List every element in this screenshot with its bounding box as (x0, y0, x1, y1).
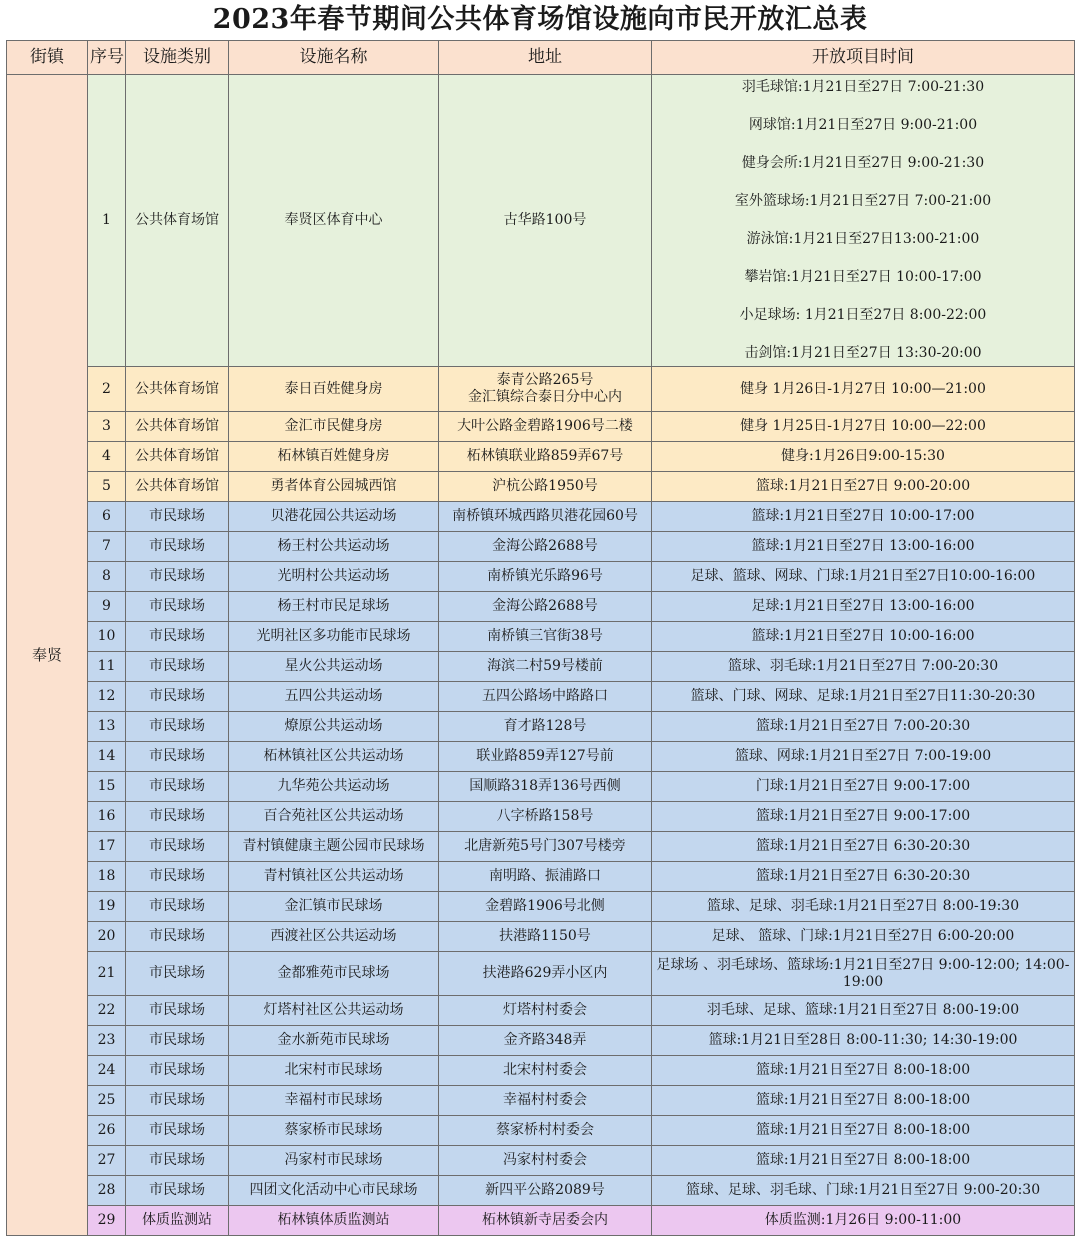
category-cell: 市民球场 (126, 682, 229, 712)
row-number-cell: 20 (88, 922, 126, 952)
address-cell: 新四平公路2089号 (439, 1176, 652, 1206)
row-number-cell: 15 (88, 772, 126, 802)
facility-name-cell: 燎原公共运动场 (229, 712, 439, 742)
facility-name-cell: 北宋村市民球场 (229, 1056, 439, 1086)
table-row (7, 1026, 1075, 1056)
facility-name-cell: 冯家村市民球场 (229, 1146, 439, 1176)
header-cell: 序号 (88, 41, 126, 75)
category-cell: 公共体育场馆 (126, 442, 229, 472)
opening-hours-line: 网球馆:1月21日至27日 9:00-21:00 (748, 117, 978, 133)
row-number-cell: 10 (88, 622, 126, 652)
opening-hours-line: 篮球:1月21日至27日 8:00-18:00 (755, 1062, 971, 1078)
opening-hours-cell (652, 862, 1075, 892)
header-cell: 设施类别 (126, 41, 229, 75)
facility-name-cell: 柘林镇体质监测站 (229, 1206, 439, 1236)
opening-hours-line: 篮球:1月21日至27日 8:00-18:00 (755, 1092, 971, 1108)
facility-name-cell: 幸福村市民球场 (229, 1086, 439, 1116)
facility-name-cell: 泰日百姓健身房 (229, 367, 439, 412)
header-cell: 开放项目时间 (652, 41, 1075, 75)
opening-hours-line: 篮球、门球、网球、足球:1月21日至27日11:30-20:30 (690, 688, 1036, 704)
facility-name-cell: 奉贤区体育中心 (229, 75, 439, 367)
row-number-cell: 6 (88, 502, 126, 532)
opening-hours-cell (652, 562, 1075, 592)
table-row (7, 952, 1075, 996)
opening-hours-cell (652, 622, 1075, 652)
opening-hours-line: 篮球:1月21日至27日 6:30-20:30 (755, 868, 971, 884)
opening-hours-cell (652, 922, 1075, 952)
row-number-cell: 5 (88, 472, 126, 502)
opening-hours-cell (652, 682, 1075, 712)
category-cell: 市民球场 (126, 802, 229, 832)
category-cell: 市民球场 (126, 772, 229, 802)
table-row (7, 892, 1075, 922)
table-row (7, 1176, 1075, 1206)
category-cell: 市民球场 (126, 562, 229, 592)
address-cell: 国顺路318弄136号西侧 (439, 772, 652, 802)
address-cell: 古华路100号 (439, 75, 652, 367)
opening-hours-line: 篮球:1月21日至28日 8:00-11:30; 14:30-19:00 (708, 1032, 1018, 1048)
opening-hours-cell (652, 472, 1075, 502)
address-cell: 灯塔村村委会 (439, 996, 652, 1026)
address-line: 金汇镇综合泰日分中心内 (468, 389, 622, 405)
opening-hours-cell (652, 592, 1075, 622)
table-row (7, 622, 1075, 652)
category-cell: 市民球场 (126, 742, 229, 772)
address-cell: 金碧路1906号北侧 (439, 892, 652, 922)
row-number-cell: 23 (88, 1026, 126, 1056)
row-number-cell: 19 (88, 892, 126, 922)
opening-hours-line: 足球、篮球、网球、门球:1月21日至27日10:00-16:00 (690, 568, 1036, 584)
facility-name-cell: 杨王村公共运动场 (229, 532, 439, 562)
address-cell: 沪杭公路1950号 (439, 472, 652, 502)
table-row (7, 742, 1075, 772)
row-number-cell: 9 (88, 592, 126, 622)
opening-hours-cell (652, 1146, 1075, 1176)
row-number-cell: 2 (88, 367, 126, 412)
opening-hours-cell (652, 712, 1075, 742)
table-row (7, 862, 1075, 892)
address-cell: 扶港路629弄小区内 (439, 952, 652, 996)
header-cell: 街镇 (7, 41, 88, 75)
facility-name-cell: 贝港花园公共运动场 (229, 502, 439, 532)
opening-hours-line: 篮球:1月21日至27日 9:00-17:00 (755, 808, 971, 824)
row-number-cell: 25 (88, 1086, 126, 1116)
page-title: 2023年春节期间公共体育场馆设施向市民开放汇总表 (212, 4, 868, 35)
facility-name-cell: 百合苑社区公共运动场 (229, 802, 439, 832)
facility-name-cell: 金汇市民健身房 (229, 412, 439, 442)
facility-table (6, 40, 1075, 1236)
opening-hours-line: 击剑馆:1月21日至27日 13:30-20:00 (744, 345, 982, 361)
header-cell: 设施名称 (229, 41, 439, 75)
opening-hours-line: 篮球、羽毛球:1月21日至27日 7:00-20:30 (727, 658, 999, 674)
facility-name-cell: 青村镇健康主题公园市民球场 (229, 832, 439, 862)
opening-hours-line: 篮球、足球、羽毛球、门球:1月21日至27日 9:00-20:30 (685, 1182, 1041, 1198)
opening-hours-line: 篮球:1月21日至27日 7:00-20:30 (755, 718, 971, 734)
opening-hours-cell (652, 742, 1075, 772)
address-cell: 柘林镇联业路859弄67号 (439, 442, 652, 472)
table-row (7, 772, 1075, 802)
facility-name-cell: 灯塔村社区公共运动场 (229, 996, 439, 1026)
opening-hours-cell (652, 996, 1075, 1026)
address-cell: 南桥镇光乐路96号 (439, 562, 652, 592)
category-cell: 市民球场 (126, 1026, 229, 1056)
opening-hours-cell (652, 652, 1075, 682)
opening-hours-line: 攀岩馆:1月21日至27日 10:00-17:00 (744, 269, 982, 285)
facility-name-cell: 九华苑公共运动场 (229, 772, 439, 802)
opening-hours-line: 羽毛球馆:1月21日至27日 7:00-21:30 (741, 79, 985, 95)
address-cell: 北宋村村委会 (439, 1056, 652, 1086)
opening-hours-line: 足球:1月21日至27日 13:00-16:00 (751, 598, 975, 614)
table-row (7, 412, 1075, 442)
opening-hours-line: 小足球场: 1月21日至27日 8:00-22:00 (739, 307, 987, 323)
row-number-cell: 28 (88, 1176, 126, 1206)
table-row (7, 1206, 1075, 1236)
opening-hours-line: 篮球:1月21日至27日 9:00-20:00 (755, 478, 971, 494)
opening-hours-cell (652, 1116, 1075, 1146)
opening-hours-cell (652, 952, 1075, 996)
table-row (7, 532, 1075, 562)
table-row (7, 442, 1075, 472)
category-cell: 公共体育场馆 (126, 412, 229, 442)
category-cell: 市民球场 (126, 1116, 229, 1146)
facility-name-cell: 金都雅苑市民球场 (229, 952, 439, 996)
row-number-cell: 8 (88, 562, 126, 592)
address-cell: 蔡家桥村村委会 (439, 1116, 652, 1146)
opening-hours-line: 健身:1月26日9:00-15:30 (781, 448, 945, 464)
row-number-cell: 3 (88, 412, 126, 442)
opening-hours-cell (652, 1176, 1075, 1206)
address-cell: 柘林镇新寺居委会内 (439, 1206, 652, 1236)
opening-hours-cell (652, 1026, 1075, 1056)
address-cell: 扶港路1150号 (439, 922, 652, 952)
facility-name-cell: 四团文化活动中心市民球场 (229, 1176, 439, 1206)
opening-hours-cell (652, 502, 1075, 532)
address-cell: 联业路859弄127号前 (439, 742, 652, 772)
table-row (7, 367, 1075, 412)
opening-hours-cell (652, 832, 1075, 862)
opening-hours-line: 健身 1月26日-1月27日 10:00—21:00 (740, 380, 986, 397)
table-row (7, 1146, 1075, 1176)
opening-hours-line: 篮球:1月21日至27日 10:00-16:00 (751, 628, 975, 644)
facility-name-cell: 西渡社区公共运动场 (229, 922, 439, 952)
row-number-cell: 11 (88, 652, 126, 682)
facility-name-cell: 金汇镇市民球场 (229, 892, 439, 922)
opening-hours-line: 篮球:1月21日至27日 10:00-17:00 (751, 508, 975, 524)
address-cell: 海滨二村59号楼前 (439, 652, 652, 682)
category-cell: 市民球场 (126, 892, 229, 922)
row-number-cell: 24 (88, 1056, 126, 1086)
facility-name-cell: 光明村公共运动场 (229, 562, 439, 592)
address-cell: 大叶公路金碧路1906号二楼 (439, 412, 652, 442)
opening-hours-line: 健身 1月25日-1月27日 10:00—22:00 (740, 418, 986, 434)
facility-name-cell: 光明社区多功能市民球场 (229, 622, 439, 652)
category-cell: 市民球场 (126, 862, 229, 892)
opening-hours-cell (652, 367, 1075, 412)
table-header-row (7, 41, 1075, 75)
row-number-cell: 27 (88, 1146, 126, 1176)
opening-hours-line: 篮球:1月21日至27日 13:00-16:00 (751, 538, 975, 554)
category-cell: 市民球场 (126, 1146, 229, 1176)
facility-name-cell: 勇者体育公园城西馆 (229, 472, 439, 502)
address-cell: 北唐新苑5号门307号楼旁 (439, 832, 652, 862)
row-number-cell: 16 (88, 802, 126, 832)
row-number-cell: 29 (88, 1206, 126, 1236)
row-number-cell: 14 (88, 742, 126, 772)
opening-hours-cell (652, 412, 1075, 442)
opening-hours-cell (652, 772, 1075, 802)
address-cell: 金海公路2688号 (439, 532, 652, 562)
address-cell: 幸福村村委会 (439, 1086, 652, 1116)
category-cell: 市民球场 (126, 622, 229, 652)
table-row (7, 682, 1075, 712)
table-row (7, 1056, 1075, 1086)
address-cell: 南桥镇三官街38号 (439, 622, 652, 652)
category-cell: 市民球场 (126, 996, 229, 1026)
row-number-cell: 22 (88, 996, 126, 1026)
row-number-cell: 21 (88, 952, 126, 996)
table-row (7, 472, 1075, 502)
address-cell: 八字桥路158号 (439, 802, 652, 832)
row-number-cell: 13 (88, 712, 126, 742)
category-cell: 市民球场 (126, 1056, 229, 1086)
table-row (7, 652, 1075, 682)
category-cell: 公共体育场馆 (126, 75, 229, 367)
opening-hours-line: 篮球:1月21日至27日 8:00-18:00 (755, 1122, 971, 1138)
facility-name-cell: 青村镇社区公共运动场 (229, 862, 439, 892)
table-row (7, 996, 1075, 1026)
address-cell: 南明路、振浦路口 (439, 862, 652, 892)
row-number-cell: 18 (88, 862, 126, 892)
facility-name-cell: 蔡家桥市民球场 (229, 1116, 439, 1146)
address-cell: 五四公路场中路路口 (439, 682, 652, 712)
opening-hours-line: 体质监测:1月26日 9:00-11:00 (764, 1212, 962, 1228)
category-cell: 公共体育场馆 (126, 472, 229, 502)
opening-hours-line: 篮球:1月21日至27日 6:30-20:30 (755, 838, 971, 854)
opening-hours-line: 游泳馆:1月21日至27日13:00-21:00 (746, 231, 980, 247)
facility-name-cell: 金水新苑市民球场 (229, 1026, 439, 1056)
address-cell (439, 367, 652, 412)
header-cell: 地址 (439, 41, 652, 75)
category-cell: 市民球场 (126, 712, 229, 742)
table-row (7, 802, 1075, 832)
opening-hours-line: 室外篮球场:1月21日至27日 7:00-21:00 (734, 193, 992, 209)
facility-name-cell: 杨王村市民足球场 (229, 592, 439, 622)
opening-hours-cell (652, 892, 1075, 922)
table-row (7, 1086, 1075, 1116)
opening-hours-cell (652, 75, 1075, 367)
facility-name-cell: 五四公共运动场 (229, 682, 439, 712)
opening-hours-line: 门球:1月21日至27日 9:00-17:00 (755, 778, 971, 794)
category-cell: 市民球场 (126, 922, 229, 952)
category-cell: 市民球场 (126, 502, 229, 532)
category-cell: 体质监测站 (126, 1206, 229, 1236)
address-cell: 南桥镇环城西路贝港花园60号 (439, 502, 652, 532)
opening-hours-cell (652, 442, 1075, 472)
facility-name-cell: 柘林镇社区公共运动场 (229, 742, 439, 772)
row-number-cell: 26 (88, 1116, 126, 1146)
opening-hours-line: 篮球:1月21日至27日 8:00-18:00 (755, 1152, 971, 1168)
address-cell: 金海公路2688号 (439, 592, 652, 622)
address-line: 泰青公路265号 (496, 372, 594, 388)
table-row (7, 75, 1075, 367)
opening-hours-cell (652, 532, 1075, 562)
row-number-cell: 7 (88, 532, 126, 562)
address-cell: 冯家村村委会 (439, 1146, 652, 1176)
facility-name-cell: 星火公共运动场 (229, 652, 439, 682)
table-row (7, 712, 1075, 742)
opening-hours-cell (652, 1086, 1075, 1116)
table-row (7, 1116, 1075, 1146)
address-cell: 育才路128号 (439, 712, 652, 742)
category-cell: 市民球场 (126, 1176, 229, 1206)
opening-hours-cell (652, 1206, 1075, 1236)
facility-name-cell: 柘林镇百姓健身房 (229, 442, 439, 472)
row-number-cell: 4 (88, 442, 126, 472)
table-row (7, 592, 1075, 622)
opening-hours-line: 健身会所:1月21日至27日 9:00-21:30 (741, 155, 985, 171)
opening-hours-line: 足球、 篮球、门球:1月21日至27日 6:00-20:00 (711, 928, 1015, 944)
category-cell: 市民球场 (126, 532, 229, 562)
town-cell: 奉贤 (7, 75, 88, 1236)
row-number-cell: 17 (88, 832, 126, 862)
category-cell: 市民球场 (126, 952, 229, 996)
table-row (7, 922, 1075, 952)
category-cell: 公共体育场馆 (126, 367, 229, 412)
category-cell: 市民球场 (126, 652, 229, 682)
opening-hours-cell (652, 802, 1075, 832)
row-number-cell: 12 (88, 682, 126, 712)
table-row (7, 832, 1075, 862)
table-row (7, 562, 1075, 592)
opening-hours-line: 篮球、网球:1月21日至27日 7:00-19:00 (734, 748, 992, 764)
opening-hours-line: 足球场 、羽毛球场、篮球场:1月21日至27日 9:00-12:00; 14:00-19:00 (656, 956, 1070, 990)
opening-hours-line: 羽毛球、足球、篮球:1月21日至27日 8:00-19:00 (706, 1002, 1020, 1018)
table-row (7, 502, 1075, 532)
opening-hours-line: 篮球、足球、羽毛球:1月21日至27日 8:00-19:30 (706, 898, 1020, 914)
opening-hours-cell (652, 1056, 1075, 1086)
category-cell: 市民球场 (126, 832, 229, 862)
address-cell: 金齐路348弄 (439, 1026, 652, 1056)
category-cell: 市民球场 (126, 1086, 229, 1116)
row-number-cell: 1 (88, 75, 126, 367)
category-cell: 市民球场 (126, 592, 229, 622)
